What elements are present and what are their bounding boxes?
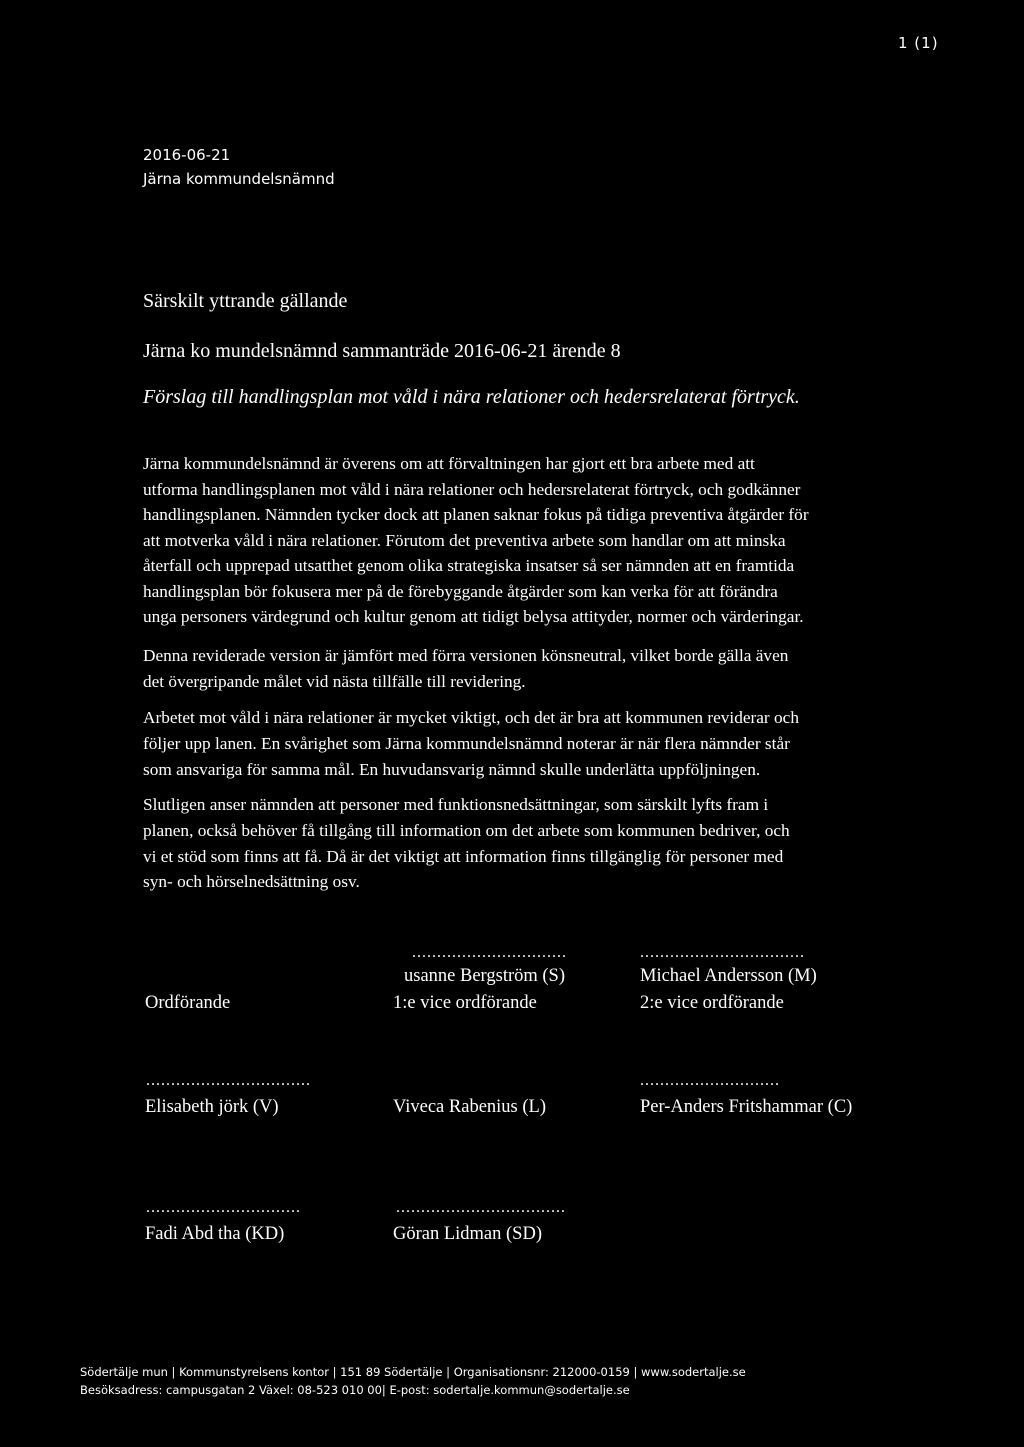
paragraph-1-line: utforma handlingsplanen mot våld i nära relationer och hedersrelaterat förtryck, och godkänner [143,480,801,499]
signatory-role: 1:e vice ordförande [393,993,537,1013]
signature-line: ............................ [640,1072,780,1089]
paragraph-4-line: planen, också behöver få tillgång till information om det arbete som kommunen bedriver, och [143,821,790,840]
paragraph-1-line: Järna kommundelsnämnd är överens om att förvaltningen har gjort ett bra arbete med att [143,454,755,473]
paragraph-2-line: Denna reviderade version är jämfört med förra versionen könsneutral, vilket borde gälla även [143,646,789,665]
footer-contact-line: Södertälje mun | Kommunstyrelsens kontor | 151 89 Södertälje | Organisationsnr: 212000-0159 | www.sodertalje.se [80,1365,746,1379]
document-heading: Särskilt yttrande gällande [143,290,348,312]
paragraph-1-line: unga personers värdegrund och kultur genom att tidigt belysa attityder, normer och värderingar. [143,607,804,626]
signatory-name: Elisabeth jörk (V) [145,1097,279,1117]
signature-line: .................................. [396,1199,566,1216]
signatory-name: usanne Bergström (S) [404,966,565,986]
signature-line: ............................... [412,944,567,961]
meeting-reference: Järna ko mundelsnämnd sammanträde 2016-06-21 ärende 8 [143,340,621,362]
footer-address-line: Besöksadress: campusgatan 2 Växel: 08-523 010 00| E-post: sodertalje.kommun@sodertalje.se [80,1383,630,1397]
paragraph-4-line: syn- och hörselnedsättning osv. [143,872,360,891]
paragraph-2-line: det övergripande målet vid nästa tillfälle till revidering. [143,672,526,691]
signatory-name: Fadi Abd tha (KD) [145,1224,285,1244]
signatory-name: Per-Anders Fritshammar (C) [640,1097,853,1117]
signature-line: ................................. [146,1072,311,1089]
signatory-name: Viveca Rabenius (L) [393,1097,546,1117]
paragraph-4-line: vi et stöd som finns att få. Då är det viktigt att information finns tillgänglig för personer med [143,847,784,866]
paragraph-1-line: handlingsplanen. Nämnden tycker dock att planen saknar fokus på tidiga preventiva åtgärder för [143,505,809,524]
page-number: 1 (1) [898,34,939,52]
paragraph-1-line: handlingsplan bör fokusera mer på de förebyggande åtgärder som kan verka för att förändra [143,582,778,601]
signature-line: ................................. [640,944,805,961]
document-organization: Järna kommundelsnämnd [143,170,335,188]
paragraph-4-line: Slutligen anser nämnden att personer med funktionsnedsättningar, som särskilt lyfts fram i [143,795,769,814]
paragraph-1-line: återfall och upprepad utsatthet genom olika strategiska insatser så ser nämnden att en framtida [143,556,795,575]
signature-line: ............................... [146,1199,301,1216]
paragraph-3-line: följer upp lanen. En svårighet som Järna kommundelsnämnd noterar är när flera nämnder står [143,734,790,753]
signatory-name: Michael Andersson (M) [640,966,817,986]
document-date: 2016-06-21 [143,146,231,164]
paragraph-1-line: att motverka våld i nära relationer. Förutom det preventiva arbete som handlar om att minska [143,531,786,550]
signatory-name: Göran Lidman (SD) [393,1224,542,1244]
proposal-title: Förslag till handlingsplan mot våld i nära relationer och hedersrelaterat förtryck. [143,386,800,408]
paragraph-3-line: som ansvariga för samma mål. En huvudansvarig nämnd skulle underlätta uppföljningen. [143,760,761,779]
signatory-role: 2:e vice ordförande [640,993,784,1013]
signatory-role: Ordförande [145,993,231,1013]
paragraph-3-line: Arbetet mot våld i nära relationer är mycket viktigt, och det är bra att kommunen reviderar och [143,708,799,727]
